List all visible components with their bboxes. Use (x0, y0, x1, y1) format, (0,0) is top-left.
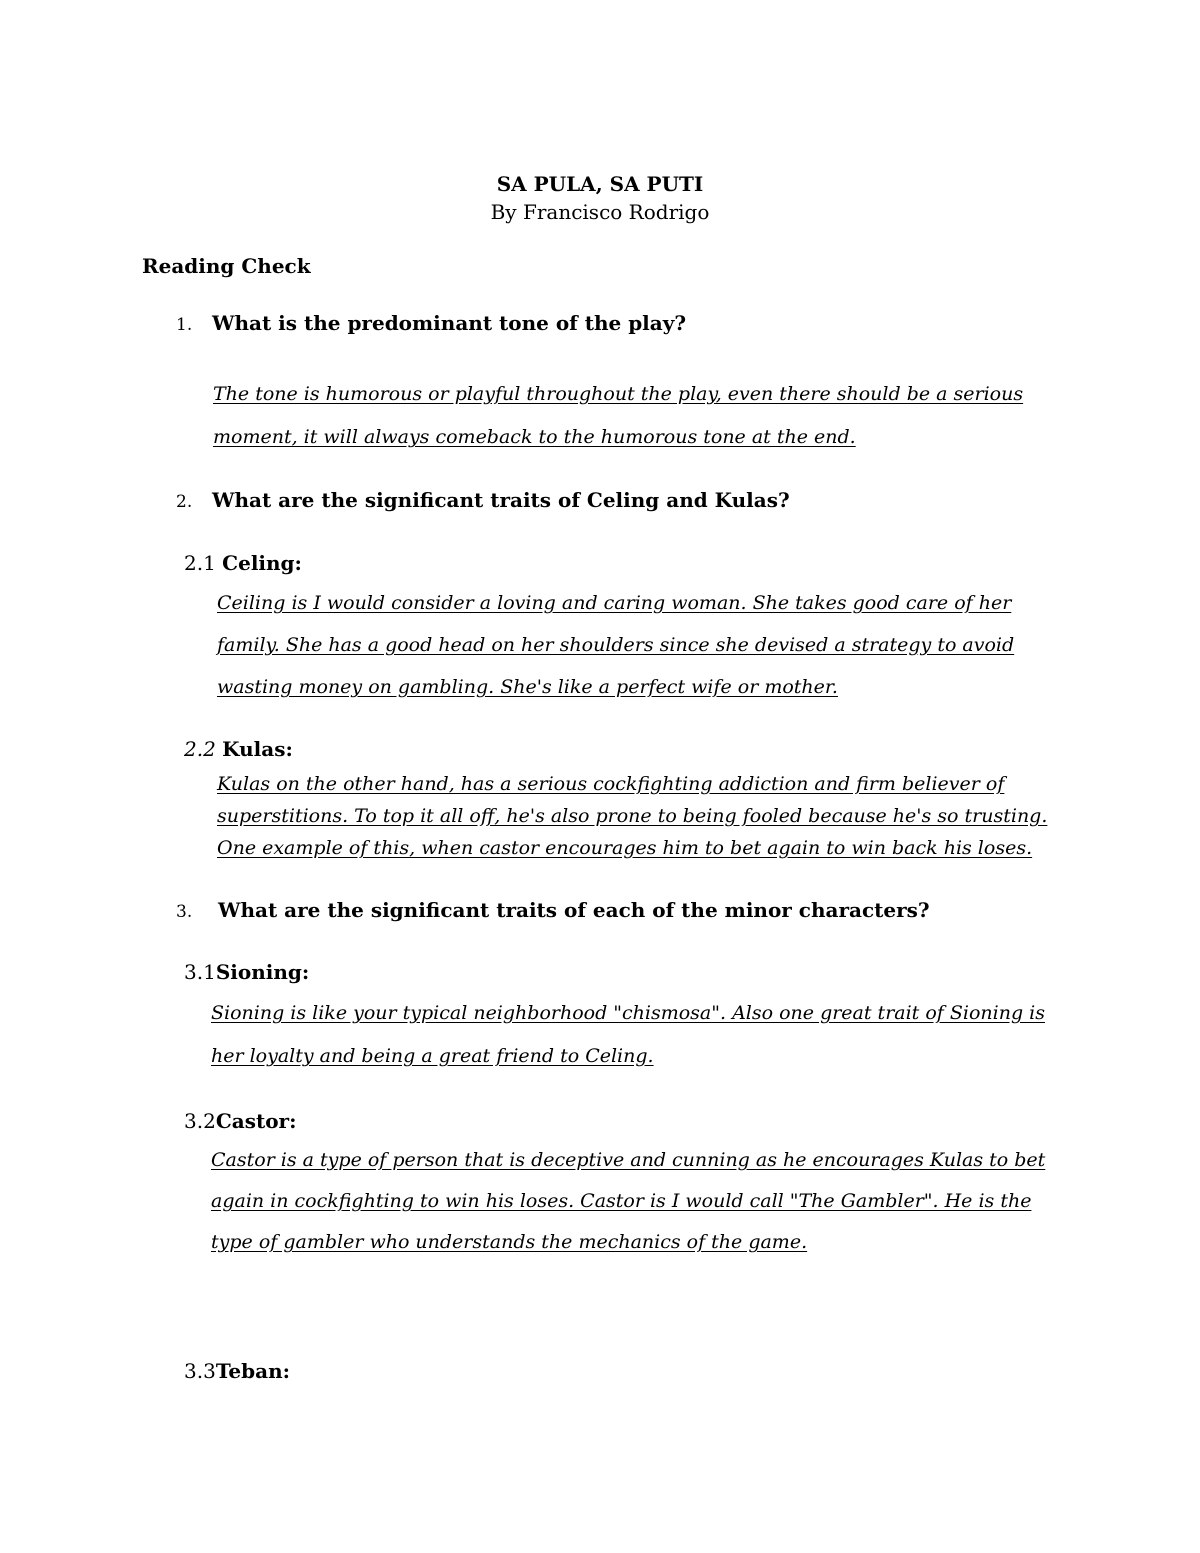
subquestion-label: Castor: (215, 1109, 297, 1133)
answer-line: One example of this, when castor encourages him to bet again to win back his loses. (217, 837, 1033, 859)
answer-line: The tone is humorous or playful throughout the play, even there should be a serious (213, 383, 1024, 405)
question-3-number: 3. (176, 902, 193, 922)
subquestion-3-3 (184, 1359, 290, 1383)
subquestion-number: 3.3 (184, 1359, 216, 1383)
subquestion-label: Sioning: (215, 960, 310, 984)
subquestion-3-2-answer (211, 1140, 1045, 1263)
subquestion-3-2 (184, 1109, 296, 1133)
subquestion-2-1-answer (217, 582, 1014, 708)
question-2 (176, 488, 790, 512)
subquestion-number: 2.2 (184, 737, 216, 761)
subquestion-3-1-answer (211, 992, 1045, 1078)
subquestion-2-2 (184, 737, 293, 761)
subquestion-number: 3.2 (184, 1109, 216, 1133)
section-heading: Reading Check (142, 254, 311, 278)
answer-line: again in cockfighting to win his loses. Castor is I would call "The Gambler". He is the (211, 1190, 1032, 1212)
answer-line: family. She has a good head on her shoulders since she devised a strategy to avoid (217, 634, 1015, 656)
answer-line: Kulas on the other hand, has a serious cockfighting addiction and firm believer of (217, 773, 1005, 795)
question-1-number: 1. (176, 315, 193, 335)
answer-line: Sioning is like your typical neighborhood "chismosa". Also one great trait of Sioning is (211, 1002, 1045, 1024)
question-2-number: 2. (176, 492, 193, 512)
question-3-text: What are the significant traits of each of the minor characters? (218, 898, 930, 922)
answer-line: superstitions. To top it all off, he's also prone to being fooled because he's so trusting. (217, 805, 1048, 827)
subquestion-label: Teban: (215, 1359, 290, 1383)
subquestion-3-1 (184, 960, 309, 984)
answer-line: Ceiling is I would consider a loving and caring woman. She takes good care of her (217, 592, 1012, 614)
answer-line: Castor is a type of person that is deceptive and cunning as he encourages Kulas to bet (211, 1149, 1046, 1171)
answer-line: type of gambler who understands the mechanics of the game. (211, 1231, 808, 1253)
question-1-text: What is the predominant tone of the play? (212, 311, 687, 335)
subquestion-2-1 (184, 551, 302, 575)
answer-line: wasting money on gambling. She's like a perfect wife or mother. (217, 676, 838, 698)
question-1 (176, 311, 686, 335)
subquestion-label: Kulas: (222, 737, 293, 761)
subquestion-number: 2.1 (184, 551, 216, 575)
subquestion-label: Celing: (222, 551, 302, 575)
question-3 (176, 898, 930, 922)
answer-line: her loyalty and being a great friend to Celing. (211, 1045, 654, 1067)
subquestion-number: 3.1 (184, 960, 216, 984)
question-1-answer (213, 373, 1023, 459)
document-byline: By Francisco Rodrigo (490, 200, 710, 224)
document-title: SA PULA, SA PUTI (496, 172, 704, 196)
question-2-text: What are the significant traits of Celing and Kulas? (212, 488, 790, 512)
subquestion-2-2-answer (217, 768, 1047, 864)
answer-line: moment, it will always comeback to the humorous tone at the end. (213, 426, 856, 448)
